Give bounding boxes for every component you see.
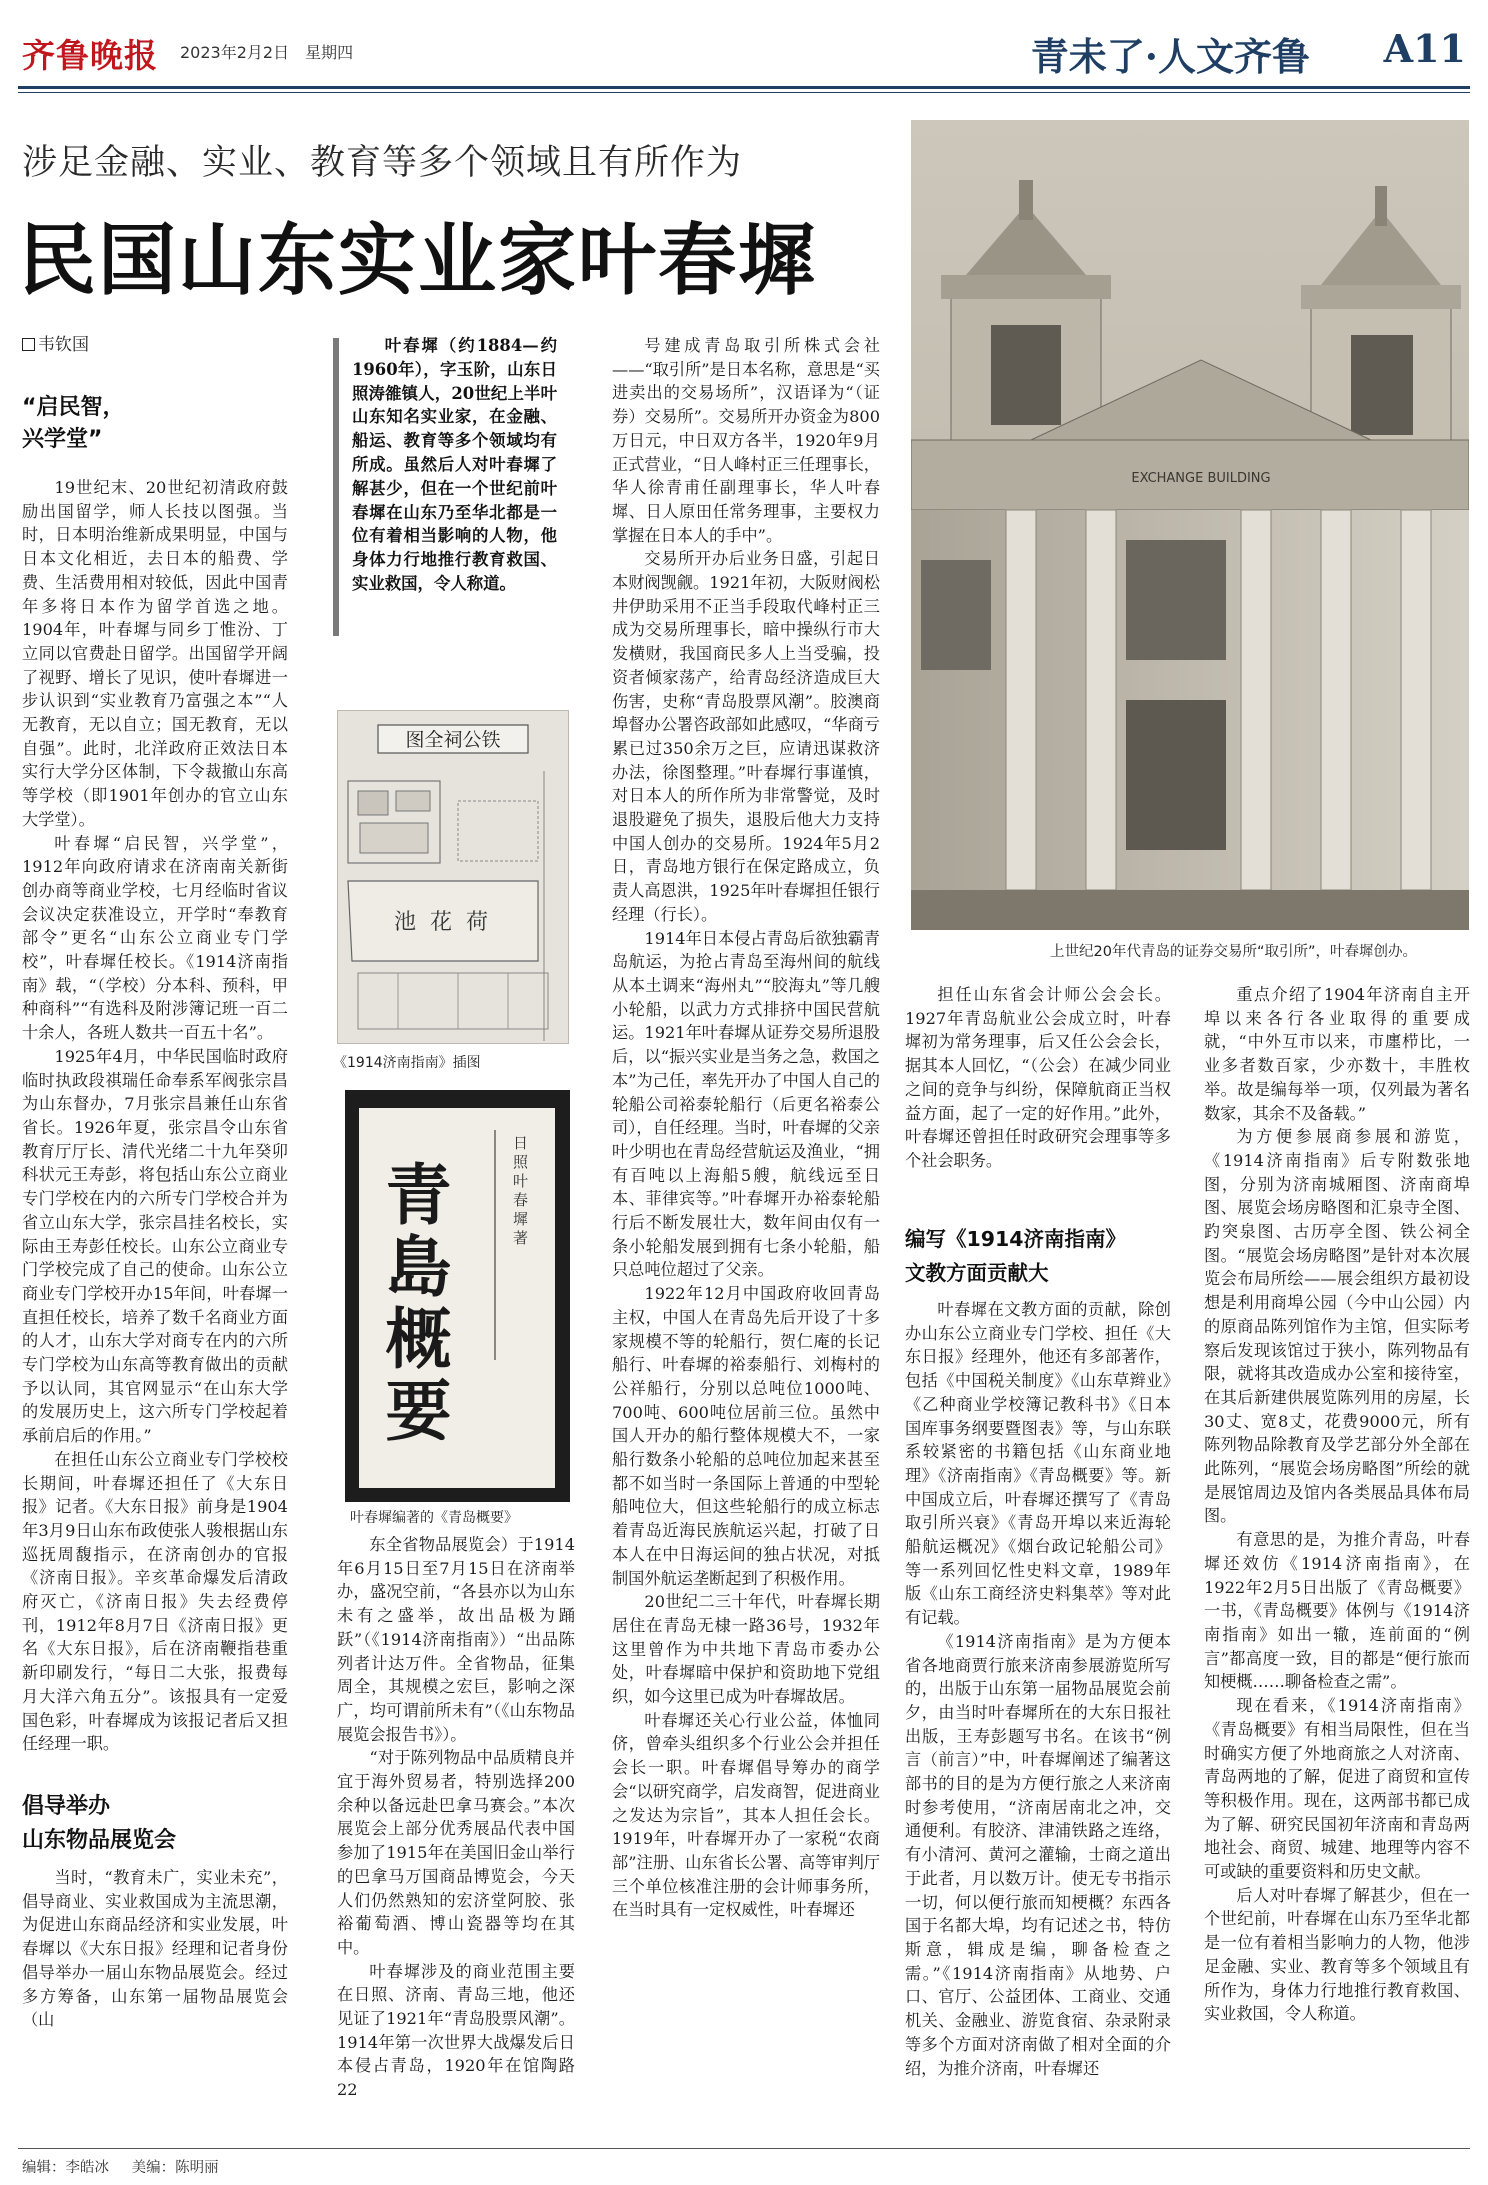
book-title: 青島概要 — [374, 1160, 452, 1448]
paragraph: 东全省物品展览会）于1914年6月15日至7月15日在济南举办，盛况空前，“各县亦以为山东未有之盛举，故出品极为踊跃”（《1914济南指南》）“出品陈列者计达万件。全省物品，征集周全，其规模之宏巨，影响之深广，均可谓前所未有”（《山东物品展览会报告书》）。 — [337, 1535, 575, 1744]
lead-paragraph — [352, 334, 557, 596]
paragraph: 现在看来，《1914济南指南》《青岛概要》有相当局限性，但在当时确实方便了外地商旅之人对济南、青岛两地的了解，促进了商贸和宣传等积极作用。现在，这两部书都已成为了解、研究民国初年济南和青岛两地社会、商贸、城建、地理等内容不可或缺的重要资料和历史文献。 — [1204, 1696, 1470, 1882]
paragraph: 《1914济南指南》是为方便本省各地商贾行旅来济南参展游览所写的，出版于山东第一届物品展览会前夕，由当时叶春墀所在的大东日报社出版，王寿彭题写书名。在该书“例言（前言）”中，叶春墀阐述了编著这部书的目的是为方便行旅之人来济南时参考使用，“济南居南北之冲，交通便利。有胶济、津浦铁路之连络，有小清河、黄河之灌输，士商之道出于此者，月以数万计。使无专书指示一切，何以便行旅而知梗概？东西各国于名都大埠，均有记述之书，特仿斯意，辑成是编，聊备检查之需。”《1914济南指南》从地势、户口、官厅、公益团体、工商业、交通机关、金融业、游览食宿、杂录附录等多个方面对济南做了相对全面的介绍，为推介济南，叶春墀还 — [905, 1631, 1171, 2078]
column-5-body — [1204, 983, 1470, 2136]
newspaper-logo: 齐鲁晚报 — [22, 36, 158, 75]
footer-credits — [22, 2156, 237, 2177]
column-4-body-a — [905, 983, 1171, 1218]
paragraph: 交易所开办后业务日盛，引起日本财阀觊觎。1921年初，大阪财阀松井伊助采用不正当手段取代峰村正三成为交易所理事长，暗中操纵行市大发横财，我国商民多人上当受骗，投资者倾家荡产，给青岛经济造成巨大伤害，史称“青岛股票风潮”。胶澳商埠督办公署咨政部如此感叹，“华商亏累已过350余万之巨，应请迅谋救济办法，徐图整理。”叶春墀行事谨慎，对日本人的所作所为非常警觉，及时退股避免了损失，退股后他大力支持中国人创办的交易所。1924年5月2日，青岛地方银行在保定路成立，负责人高恩洪，1925年叶春墀担任银行经理（行长）。 — [612, 549, 880, 924]
lead-text: 叶春墀（约1884—约1960年），字玉阶，山东日照涛雒镇人，20世纪上半叶山东知名实业家，在金融、船运、教育等多个领域均有所成。虽然后人对叶春墀了解甚少，但在一个世纪前叶春墀在山东乃至华北都是一位有着相当影响的人物，他身体力行地推行教育救国、实业救国，令人称道。 — [352, 336, 557, 593]
paragraph: 叶春墀“启民智，兴学堂”，1912年向政府请求在济南南关新街创办商等商业学校，七月经临时省议会议决定获准设立，开学时“奉教育部令”更名“山东公立商业专门学校”，叶春墀任校长。《1914济南指南》载，“（学校）分本科、预科，甲种商科”“有选科及附涉簿记班一百二十余人，各班人数共一百五十名”。 — [22, 833, 288, 1043]
article-title: 民国山东实业家叶春墀 — [18, 215, 819, 306]
building-sign: EXCHANGE BUILDING — [1131, 471, 1271, 486]
lead-accent-bar — [333, 338, 339, 636]
header-rule-thin — [18, 92, 1470, 93]
section-heading-1 — [22, 392, 124, 456]
section-heading-3-line2: 文教方面贡献大 — [905, 1261, 1049, 1285]
byline — [22, 330, 89, 355]
book-cover-drawing — [345, 1090, 570, 1502]
column-4-body-b — [905, 1298, 1171, 2136]
paragraph: 号建成青岛取引所株式会社——“取引所”是日本名称，意思是“买进卖出的交易场所”，汉语译为“（证券）交易所”。交易所开办资金为800万日元，中日双方各半，1920年9月正式营业，“日人峰村正三任理事长，华人徐青甫任副理事长，华人叶春墀、日人原田任常务理事，主要权力掌握在日本人的手中”。 — [612, 336, 880, 545]
paragraph: 1922年12月中国政府收回青岛主权，中国人在青岛先后开设了十多家规模不等的轮船行，贺仁庵的长记船行、叶春墀的裕泰船行、刘梅村的公祥船行，分别以总吨位1000吨、700吨、600吨位居前三位。虽然中国人开办的船行整体规模大不，一家船行数条小轮船的总吨位加起来甚至都不如当时一条国际上普通的中型轮船吨位大，但这些轮船行的成立标志着青岛近海民族航运兴起，打破了日本人在中日海运间的独占状况，对抵制国外航运垄断起到了积极作用。 — [612, 1284, 880, 1588]
byline-author: 韦钦国 — [38, 335, 89, 355]
paragraph: 后人对叶春墀了解甚少，但在一个世纪前，叶春墀在山东乃至华北都是一位有着相当影响力的人物，他涉足金融、实业、教育等多个领域且有所作为，身体力行地推行教育救国、实业救国，令人称道。 — [1204, 1885, 1470, 2024]
section-heading-2 — [22, 1790, 176, 1858]
paragraph: 为方便参展商参展和游览，《1914济南指南》后专附数张地图，分别为济南城厢图、济南商埠图、展览会场房略图和汇泉寺全图、趵突泉图、古历亭全图、铁公祠全图。“展览会场房略图”是针对本次展览会布局所绘——展会组织方最初设想是利用商埠公园（今中山公园）内的原商品陈列馆作为主馆，但实际考察后发现该馆过于狭小，陈列物品有限，就将其改造成办公室和接待室，在其后新建供展览陈列用的房屋，长30丈、宽8丈，花费9000元，所有陈列物品除教育及学艺部分外全部在此陈列，“展览会场房略图”所绘的就是展馆周边及馆内各类展品具体布局图。 — [1204, 1127, 1470, 1526]
map-illustration — [337, 710, 569, 1044]
map-drawing — [338, 711, 569, 1044]
paragraph: 担任山东省会计师公会会长。1927年青岛航业公会成立时，叶春墀初为常务理事，后又任公会会长，据其本人回忆，“（公会）在减少同业之间的竞争与纠纷，保障航商正当权益方面，起了一定的好作用。”此外，叶春墀还曾担任时政研究会理事等多个社会职务。 — [905, 985, 1171, 1170]
section-heading-2-line2: 山东物品展览会 — [22, 1828, 177, 1853]
section-heading-3-line1: 编写《1914济南指南》 — [905, 1227, 1127, 1251]
editor-credit: 编辑：李皓冰 — [22, 2160, 109, 2176]
exchange-building-photo — [911, 120, 1469, 930]
section-heading-2-line1: 倡导举办 — [22, 1794, 111, 1819]
paragraph: 重点介绍了1904年济南自主开埠以来各行各业取得的重要成就，“中外互市以来，市廛栉比，一业多者数百家，少亦数十，丰胜枚举。故是编每举一项，仅列最为著名数家，其余不及备载。” — [1204, 985, 1470, 1123]
article-subtitle: 涉足金融、实业、教育等多个领域且有所作为 — [22, 143, 743, 183]
column-1-body — [22, 476, 288, 1776]
paragraph: 1914年日本侵占青岛后欲独霸青岛航运，为抢占青岛至海州间的航线从本土调来“海州丸”“胶海丸”等几艘小轮船，以武力方式排挤中国民营航运。1921年叶春墀从证券交易所退股后，以“振兴实业是当务之急，救国之本”为己任，率先开办了中国人自己的轮船公司裕泰轮船行（后更名裕泰公司），自任经理。当时，叶春墀的父亲叶少明也在青岛经营航运及渔业，“拥有百吨以上海船5艘，航线远至日本、菲律宾等。”叶春墀开办裕泰轮船行后不断发展壮大，数年间由仅有一条小轮船发展到拥有七条小轮船，船只总吨位超过了父亲。 — [612, 928, 880, 1280]
column-2-body — [337, 1533, 575, 2136]
column-1-body-b — [22, 1866, 288, 2136]
paragraph: 1925年4月，中华民国临时政府临时执政段祺瑞任命奉系军阀张宗昌为山东督办，7月张宗昌兼任山东省省长。1926年夏，张宗昌令山东省教育厅厅长、清代光绪二十九年癸卯科状元王寿彭，将包括山东公立商业专门学校在内的六所专门学校合并为省立山东大学，张宗昌挂名校长，实际由王寿彭任校长。山东公立商业专门学校完成了自己的使命。山东公立商业专门学校开办15年间，叶春墀一直担任校长，培养了数千名商业方面的人才，山东大学对商专在内的六所专门学校为山东高等教育做出的贡献予以认同，其官网显示“在山东大学的发展历史上，这六所专门学校起着承前启后的作用。” — [22, 1046, 288, 1446]
map-title: 图全祠公铁 — [405, 729, 501, 751]
map-caption: 《1914济南指南》插图 — [333, 1055, 481, 1071]
header-rule — [18, 86, 1470, 89]
book-title-calligraphy — [374, 1160, 452, 1448]
column-3-body — [612, 334, 880, 2136]
paragraph: 有意思的是，为推介青岛，叶春墀还效仿《1914济南指南》，在1922年2月5日出版了《青岛概要》一书，《青岛概要》体例与《1914济南指南》如出一辙，连前面的“例言”都高度一致，目的都是“便行旅而知梗概……聊备检查之需”。 — [1204, 1530, 1470, 1692]
paragraph: 叶春墀还关心行业公益，体恤同侪，曾牵头组织多个行业公会并担任会长一职。叶春墀倡导筹办的商学会“以研究商学，启发商智，促进商业之发达为宗旨”，其本人担任会长。1919年，叶春墀开办了一家税“农商部”注册、山东省长公署、高等审判厅三个单位核准注册的会计师事务所，在当时具有一定权威性，叶春墀还 — [612, 1710, 880, 1920]
paragraph: 19世纪末、20世纪初清政府鼓励出国留学，师人长技以图强。当时，日本明治维新成果明显，中国与日本文化相近，去日本的船费、学费、生活费用相对较低，因此中国青年多将日本作为留学首选之地。1904年，叶春墀与同乡丁惟汾、丁立同以官费赴日留学。出国留学开阔了视野、增长了见识，使叶春墀进一步认识到“实业教育乃富强之本”“人无教育，无以自立；国无教育，无以自强”。此时，北洋政府正效法日本实行大学分区体制，下令裁撤山东高等学校（即1901年创办的官立山东大学堂）。 — [22, 478, 288, 829]
book-side-text: 日照叶春墀著 — [511, 1135, 529, 1249]
section-name: 青未了·人文齐鲁 — [1030, 34, 1310, 79]
map-label: 池花荷 — [393, 910, 503, 935]
paragraph: 叶春墀在文教方面的贡献，除创办山东公立商业专门学校、担任《大东日报》经理外，他还有多部著作，包括《中国税关制度》《山东草辫业》《乙种商业学校簿记教科书》《日本国库事务纲要暨图表》等，与山东联系较紧密的书籍包括《山东商业地理》《济南指南》《青岛概要》等。新中国成立后，叶春墀还撰写了《青岛取引所兴衰》《青岛开埠以来近海轮船航运概况》《烟台政记轮船公司》等一系列回忆性史料文章，1989年版《山东工商经济史料集萃》等对此有记载。 — [905, 1300, 1171, 1628]
paragraph: 叶春墀涉及的商业范围主要在日照、济南、青岛三地，他还见证了1921年“青岛股票风潮”。1914年第一次世界大战爆发后日本侵占青岛，1920年在馆陶路22 — [337, 1961, 575, 2100]
exchange-building-drawing — [911, 120, 1469, 930]
paragraph: 当时，“教育未广，实业未充”，倡导商业、实业救国成为主流思潮，为促进山东商品经济和实业发展，叶春墀以《大东日报》经理和记者身份倡导举办一届山东物品展览会。经过多方筹备，山东第一届物品展览会（山 — [22, 1868, 288, 2030]
book-caption: 叶春墀编著的《青岛概要》 — [350, 1510, 518, 1526]
page-number: A11 — [1383, 26, 1466, 71]
section-heading-1-line1: “启民智， — [22, 395, 125, 420]
paragraph: “对于陈列物品中品质精良并宜于海外贸易者，特别选择200余种以备远赴巴拿马赛会。”本次展览会上部分优秀展品代表中国参加了1915年在美国旧金山举行的巴拿马万国商品博览会，今天人们仍然熟知的宏济堂阿胶、张裕葡萄酒、博山瓷器等均在其中。 — [337, 1748, 575, 1957]
paragraph: 20世纪二三十年代，叶春墀长期居住在青岛无棣一路36号，1932年这里曾作为中共地下青岛市委办公处，叶春墀暗中保护和资助地下党组织，如今这里已成为叶春墀故居。 — [612, 1592, 880, 1707]
designer-credit: 美编：陈明丽 — [131, 2160, 219, 2176]
issue-date: 2023年2月2日 星期四 — [180, 43, 354, 62]
footer-rule — [18, 2148, 1470, 2149]
photo-caption: 上世纪20年代青岛的证券交易所“取引所”，叶春墀创办。 — [1050, 944, 1417, 960]
book-cover-image — [345, 1090, 570, 1502]
byline-box-icon — [22, 338, 35, 351]
paragraph: 在担任山东公立商业专门学校校长期间，叶春墀还担任了《大东日报》记者。《大东日报》前身是1904年3月9日山东布政使张人骏根据山东巡抚周馥指示，在济南创办的官报《济南日报》。辛亥革命爆发后清政府灭亡，《济南日报》失去经费停刊，1912年8月7日《济南日报》更名《大东日报》，后在济南鞭指巷重新印刷发行，“每日二大张，报费每月大洋六角五分”。该报具有一定爱国色彩，叶春墀成为该报记者后又担任经理一职。 — [22, 1449, 288, 1754]
section-heading-1-line2: 兴学堂” — [22, 427, 103, 452]
section-heading-3 — [905, 1222, 1126, 1290]
